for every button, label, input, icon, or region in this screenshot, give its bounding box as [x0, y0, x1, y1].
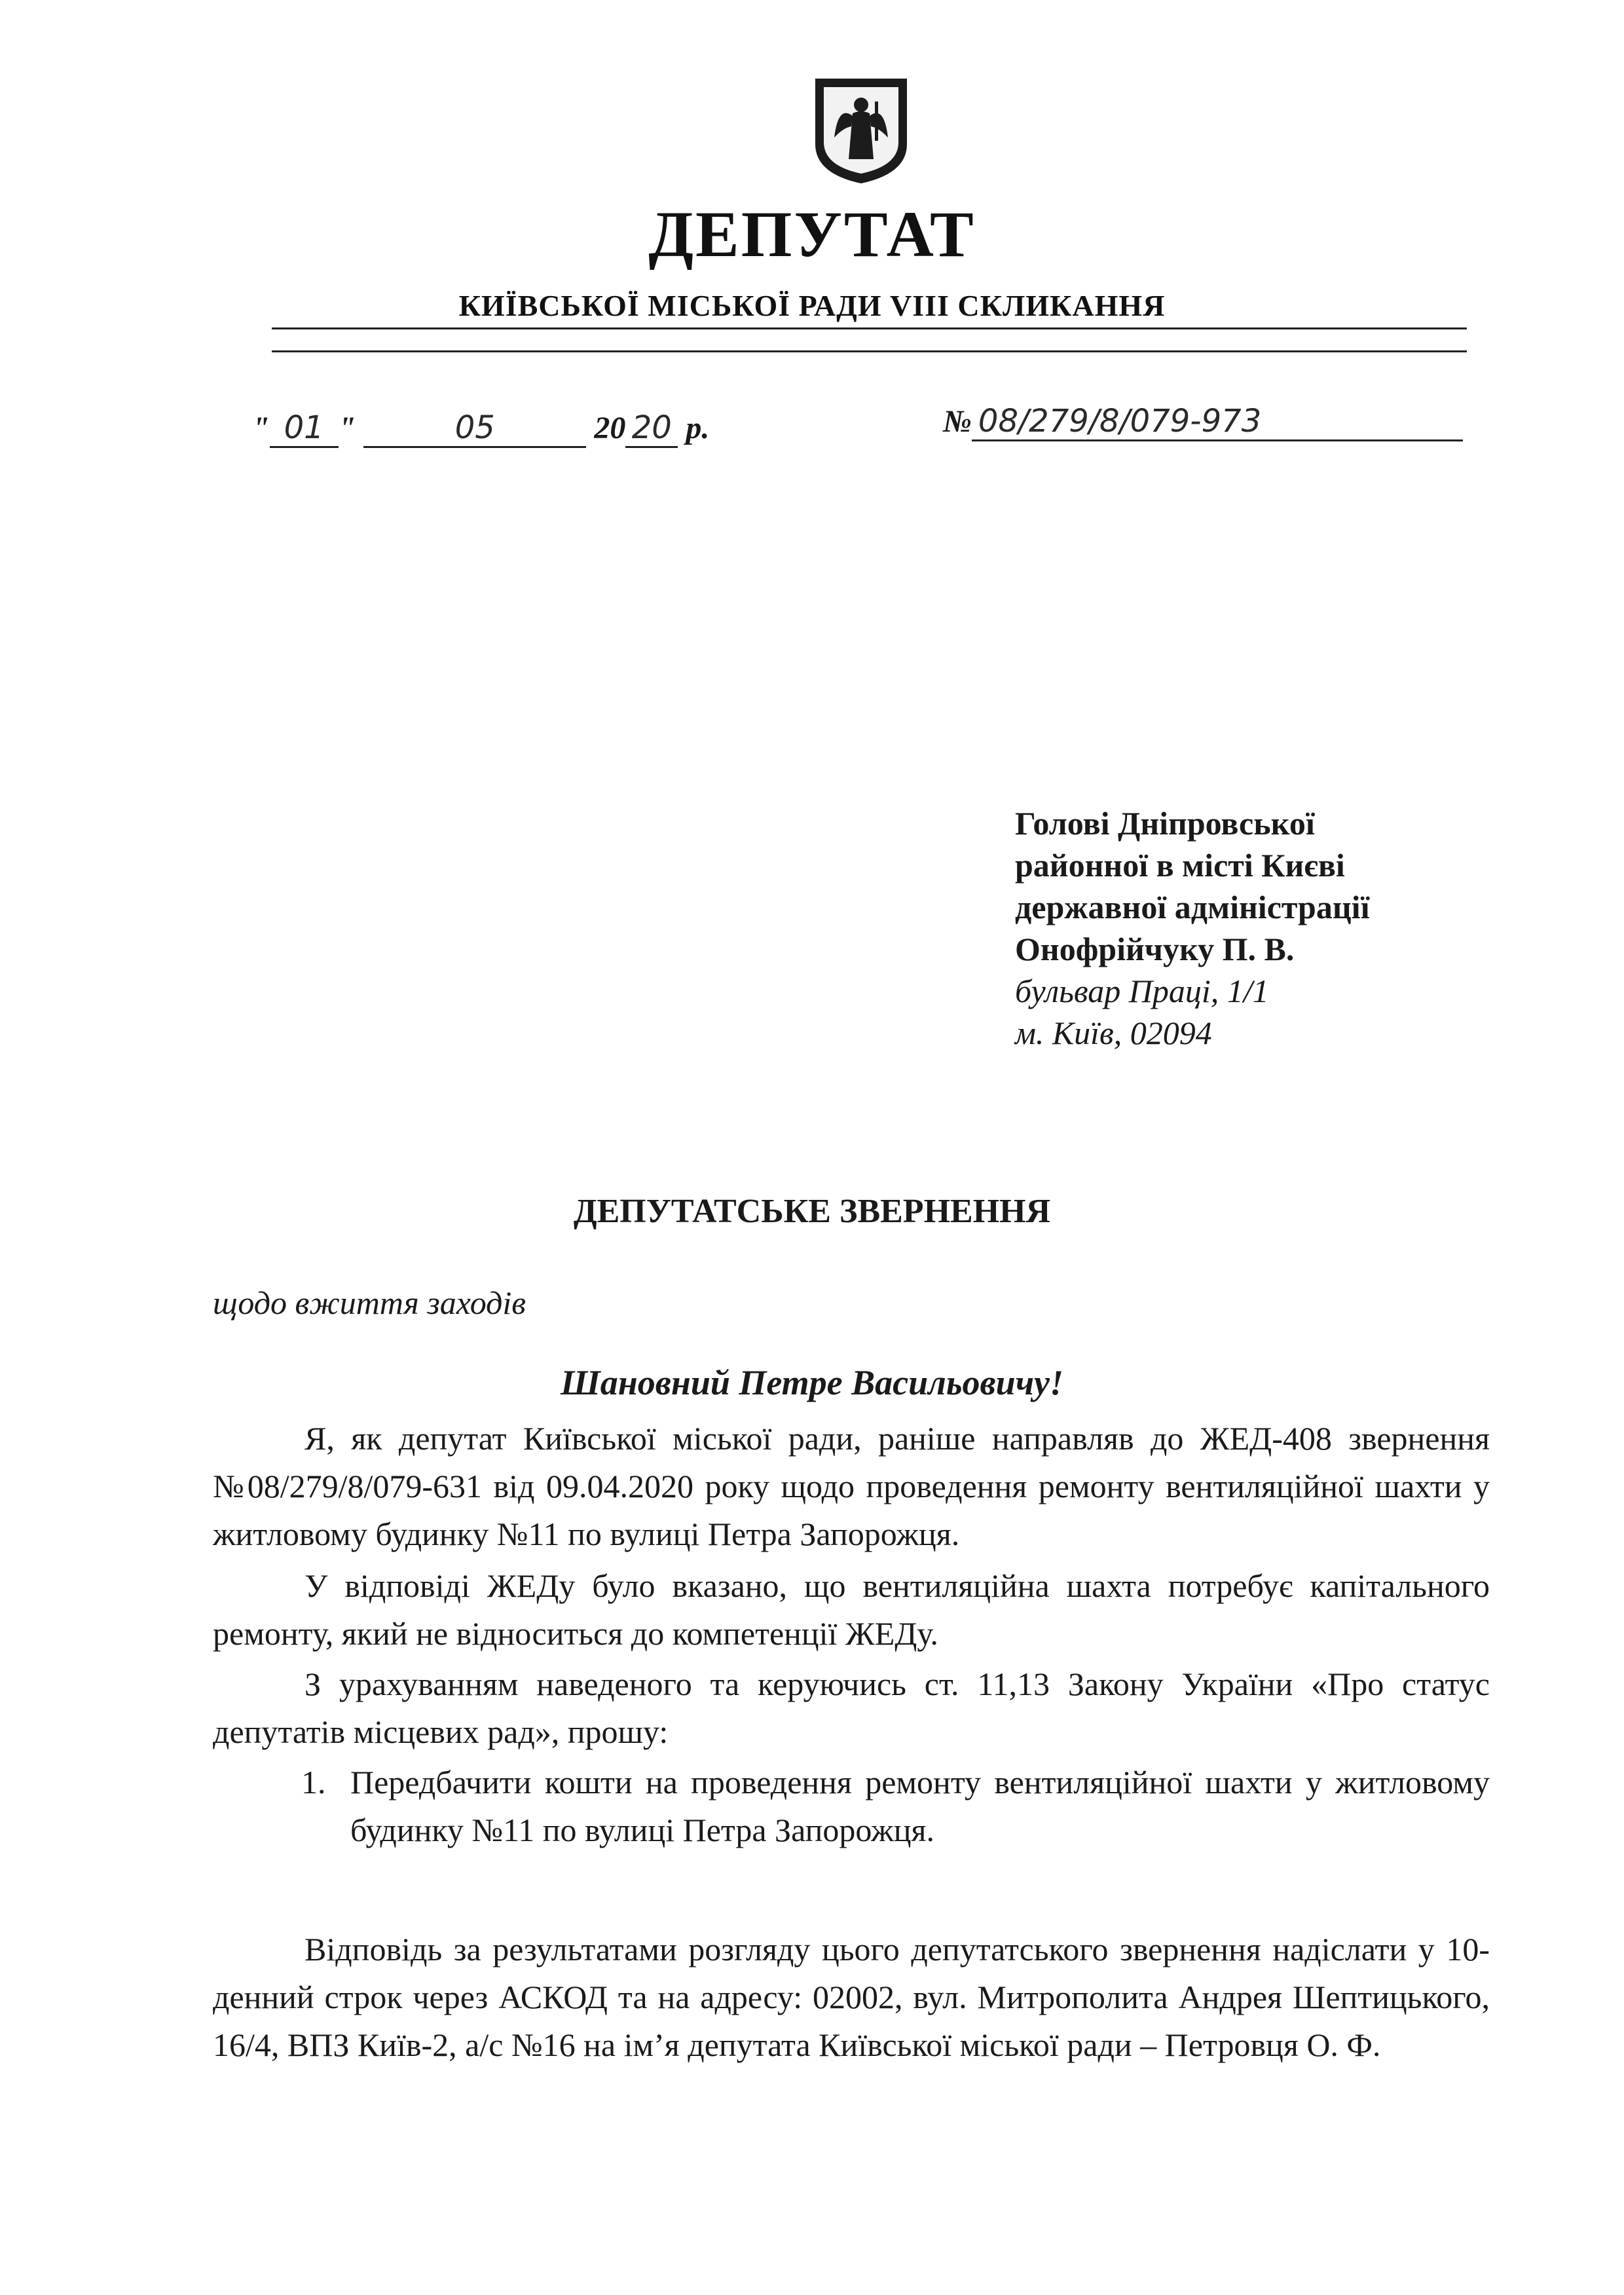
body-paragraph-4: Відповідь за результатами розгляду цього депутатського звернення надіслати у 10-денний строк через АСКОД та на адресу: 02002, вул. Митрополита Андрея Шептицького, 16/4, ВПЗ Київ-2, а/с №16 на ім’я депутата Київської міської ради – Петровця О. Ф. [213, 1931, 1490, 2063]
date-month: 05 [363, 409, 586, 448]
letterhead-subtitle: КИЇВСЬКОЇ МІСЬКОЇ РАДИ VIII СКЛИКАННЯ [458, 289, 1166, 322]
document-subject: щодо вжиття заходів [213, 1284, 526, 1321]
registration-number-line [943, 403, 1463, 441]
letterhead-title: ДЕПУТАТ [648, 198, 976, 271]
addressee-line: Голові Дніпровської [1015, 805, 1315, 842]
body-paragraph-2: У відповіді ЖЕДу було вказано, що вентиляційна шахта потребує капітального ремонту, який не відноситься до компетенції ЖЕДу. [213, 1567, 1490, 1652]
addressee-line: районної в місті Києві [1015, 847, 1345, 884]
body-paragraph-1: Я, як депутат Київської міської ради, раніше направляв до ЖЕД-408 звернення №08/279/8/079-631 від 09.04.2020 року щодо проведення ремонту вентиляційної шахти у житловому будинку №11 по вулиці Петра Запорожця. [213, 1420, 1490, 1552]
body-paragraph-3: З урахуванням наведеного та керуючись ст. 11,13 Закону України «Про статус депутатів місцевих рад», прошу: [213, 1666, 1490, 1750]
date-year-prefix: 20 [594, 411, 626, 445]
date-line: " 01 " 05 20 20 р. [252, 409, 709, 448]
addressee-city: м. Київ, 02094 [1015, 1015, 1212, 1051]
addressee-street: бульвар Праці, 1/1 [1015, 973, 1269, 1009]
registration-number: 08/279/8/079-973 [972, 403, 1463, 441]
salutation: Шановний Петре Васильовичу! [560, 1363, 1064, 1402]
addressee-name: Онофрійчуку П. В. [1015, 931, 1295, 967]
letterhead-rule-bottom [272, 350, 1467, 352]
date-year-mark: р. [686, 411, 710, 445]
document-heading: ДЕПУТАТСЬКЕ ЗВЕРНЕННЯ [573, 1193, 1051, 1230]
list-item-number: 1. [301, 1764, 326, 1801]
request-list-item [301, 1759, 1490, 1854]
kyiv-coat-of-arms-icon [812, 75, 910, 187]
list-item-text: Передбачити кошти на проведення ремонту вентиляційної шахти у житловому будинку №11 по вулиці Петра Запорожця. [350, 1764, 1490, 1848]
date-year-suffix: 20 [625, 409, 678, 448]
date-day: 01 [270, 409, 339, 448]
addressee-block [1015, 802, 1369, 1054]
letterhead-rule-top [272, 327, 1467, 329]
number-prefix: № [943, 404, 972, 439]
addressee-line: державної адміністрації [1015, 889, 1370, 925]
